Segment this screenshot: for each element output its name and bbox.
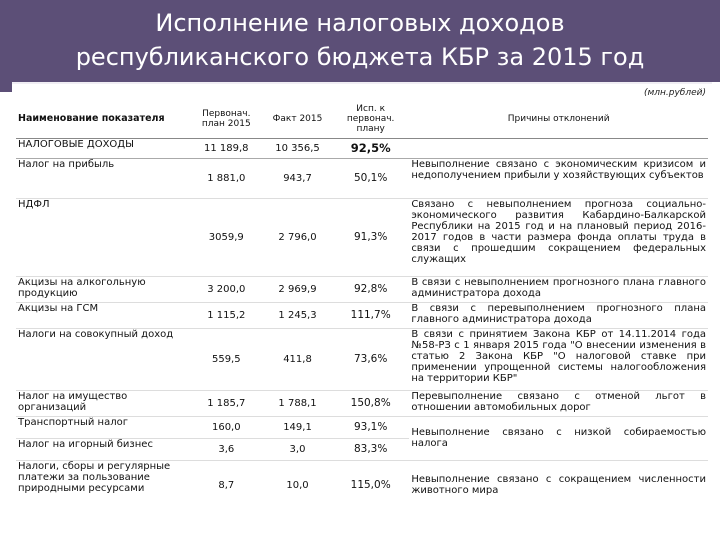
row-plan: 3059,9 bbox=[190, 198, 263, 276]
row-name: НДФЛ bbox=[16, 198, 190, 276]
row-percent: 150,8% bbox=[332, 390, 409, 416]
row-reason: Перевыполнение связано с отменой льгот в отношении автомобильных дорог bbox=[409, 390, 708, 416]
table-row bbox=[16, 198, 708, 276]
row-plan: 1 115,2 bbox=[190, 302, 263, 328]
row-name: Налоги на совокупный доход bbox=[16, 328, 190, 390]
row-reason: Невыполнение связано с сокращением численности животного мира bbox=[409, 460, 708, 510]
row-fact: 10,0 bbox=[263, 460, 332, 510]
row-fact: 3,0 bbox=[263, 438, 332, 460]
row-percent: 92,5% bbox=[332, 138, 409, 158]
table-row bbox=[16, 138, 708, 158]
table-row bbox=[16, 158, 708, 198]
table-row bbox=[16, 416, 708, 438]
row-name: Налог на имущество организаций bbox=[16, 390, 190, 416]
row-fact: 10 356,5 bbox=[263, 138, 332, 158]
row-reason: Связано с невыполнением прогноза социально-экономического развития Кабардино-Балкарской Республики на 2015 год и на плановый период 2016-2017 годов в части размера фонда оплаты труда в связи с прошедшим сокращением федеральных служащих bbox=[409, 198, 708, 276]
column-header-percent: Исп. к первонач. плану bbox=[332, 100, 409, 138]
row-fact: 149,1 bbox=[263, 416, 332, 438]
table-header-row bbox=[16, 100, 708, 138]
row-plan: 559,5 bbox=[190, 328, 263, 390]
row-name: Акцизы на ГСМ bbox=[16, 302, 190, 328]
row-plan: 1 185,7 bbox=[190, 390, 263, 416]
tax-revenue-table bbox=[16, 100, 708, 510]
banner-divider bbox=[12, 82, 712, 84]
row-name: Налог на игорный бизнес bbox=[16, 438, 190, 460]
page-title-line-2: республиканского бюджета КБР за 2015 год bbox=[75, 43, 645, 71]
row-reason: В связи с невыполнением прогнозного плана главного администратора дохода bbox=[409, 276, 708, 302]
row-reason bbox=[409, 138, 708, 158]
row-plan: 160,0 bbox=[190, 416, 263, 438]
row-name: Налоги, сборы и регулярные платежи за пользование природными ресурсами bbox=[16, 460, 190, 510]
row-percent: 111,7% bbox=[332, 302, 409, 328]
row-plan: 1 881,0 bbox=[190, 158, 263, 198]
table-row bbox=[16, 328, 708, 390]
column-header-reason: Причины отклонений bbox=[409, 100, 708, 138]
row-reason: Невыполнение связано с низкой собираемостью налога bbox=[409, 416, 708, 460]
row-plan: 8,7 bbox=[190, 460, 263, 510]
page-title bbox=[40, 6, 680, 74]
row-name: Налог на прибыль bbox=[16, 158, 190, 198]
row-fact: 2 796,0 bbox=[263, 198, 332, 276]
banner-accent bbox=[0, 82, 12, 92]
row-plan: 3 200,0 bbox=[190, 276, 263, 302]
column-header-plan: Первонач. план 2015 bbox=[190, 100, 263, 138]
row-fact: 1 788,1 bbox=[263, 390, 332, 416]
row-percent: 91,3% bbox=[332, 198, 409, 276]
row-plan: 11 189,8 bbox=[190, 138, 263, 158]
row-plan: 3,6 bbox=[190, 438, 263, 460]
row-name: НАЛОГОВЫЕ ДОХОДЫ bbox=[16, 138, 190, 158]
column-header-fact: Факт 2015 bbox=[263, 100, 332, 138]
row-percent: 73,6% bbox=[332, 328, 409, 390]
row-name: Акцизы на алкогольную продукцию bbox=[16, 276, 190, 302]
table-row bbox=[16, 276, 708, 302]
row-percent: 93,1% bbox=[332, 416, 409, 438]
column-header-name: Наименование показателя bbox=[16, 100, 190, 138]
row-fact: 943,7 bbox=[263, 158, 332, 198]
unit-label: (млн.рублей) bbox=[643, 88, 706, 98]
row-reason: Невыполнение связано с экономическим кризисом и недополучением прибыли у хозяйствующих субъектов bbox=[409, 158, 708, 198]
page-title-line-1: Исполнение налоговых доходов bbox=[155, 9, 565, 37]
title-banner bbox=[0, 0, 720, 82]
row-fact: 1 245,3 bbox=[263, 302, 332, 328]
row-percent: 115,0% bbox=[332, 460, 409, 510]
table-row bbox=[16, 302, 708, 328]
table-row bbox=[16, 390, 708, 416]
row-percent: 83,3% bbox=[332, 438, 409, 460]
row-fact: 2 969,9 bbox=[263, 276, 332, 302]
row-percent: 50,1% bbox=[332, 158, 409, 198]
row-percent: 92,8% bbox=[332, 276, 409, 302]
row-name: Транспортный налог bbox=[16, 416, 190, 438]
row-reason: В связи с принятием Закона КБР от 14.11.2014 года №58-РЗ с 1 января 2015 года "О внесении изменения в статью 2 Закона КБР "О налоговой ставке при применении упрощенной системы налогообложения на территории КБР" bbox=[409, 328, 708, 390]
row-fact: 411,8 bbox=[263, 328, 332, 390]
row-reason: В связи с перевыполнением прогнозного плана главного администратора дохода bbox=[409, 302, 708, 328]
table-row bbox=[16, 460, 708, 510]
